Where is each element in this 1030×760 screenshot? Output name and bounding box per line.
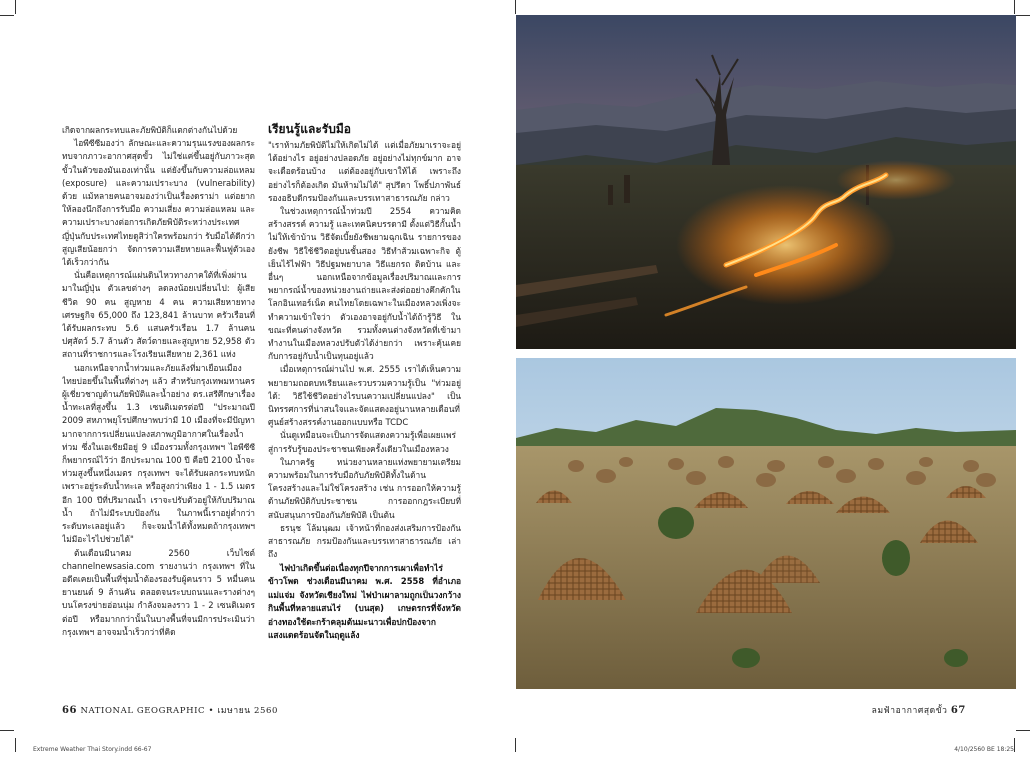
paragraph: ในช่วงเหตุการณ์น้ำท่วมปี 2554 ความคิดสร้างสรรค์ ความรู้ และเทคนิคบรรดามี ตั้งแต่วิธีกั้นน้ำไม่ให้เข้าบ้าน วิธีจัดเบี้ยยังชีพยามฉุกเฉิน รายการของยังชีพ วิธีใช้ชีวิตอยู่บนชั้นสอง วิธีทำส้วมเฉพาะกิจ ตู้เย็นไร้ไฟฟ้า วิธีปฐมพยาบาล วิธีแยกรถ ติดบ้าน และอื่นๆ นอกเหนือจากข้อมูลเรื่องปริมาณและการพยากรณ์น้ำของหน่วยงานถ่ายและส่งต่ออย่างคึกคักในโลกอินเทอร์เน็ต คนไทยโดยเฉพาะในเมืองหลวงเพิ่งจะทำความเข้าใจว่า ตัวเองอาจอยู่กับน้ำได้ถ้ารู้วิธี ในขณะที่คนต่างจังหวัด รวมทั้งคนต่างจังหวัดที่เข้ามาทำงานในเมืองหลวงปรับตัวได้ง่ายกว่า เพราะคุ้นเคยกับการอยู่กับน้ำเป็นทุนอยู่แล้ว: [268, 206, 461, 362]
page-number: 67: [950, 705, 966, 716]
folio-separator: •: [208, 706, 215, 716]
story-title: ลมฟ้าอากาศสุดขั้ว: [871, 706, 948, 716]
crop-mark: [1016, 15, 1030, 16]
body-column-2: [268, 122, 461, 700]
photo-caption: ไฟป่าเกิดขึ้นต่อเนื่องทุกปีจากการเผาเพื่อทำไร่ข้าวโพด ช่วงเดือนมีนาคม พ.ศ. 2558 ที่อำเภอแม่แจ่ม จังหวัดเชียงใหม่ ไฟป่าเผาลามถูกเป็นวงกว้างกินพื้นที่หลายแสนไร่ (บนสุด) เกษตรกรที่จังหวัดอ่างทองใช้ตะกร้าคลุมต้นมะนาวเพื่อปกป้องจากแสงแดดร้อนจัดในฤดูแล้ง: [268, 562, 461, 641]
paragraph: เมื่อเหตุการณ์ผ่านไป พ.ศ. 2555 เราได้เห็นความพยายามถอดบทเรียนและรวบรวมความรู้เป็น "ท่วมอยู่ ได้: วิธีใช้ชีวิตอย่างไรบนความเปลี่ยนแปลง" เป็นนิทรรศการที่น่าสนใจและจัดแสดงอยู่นานหลายเดือนที่ศูนย์สร้างสรรค์งานออกแบบหรือ TCDC: [268, 364, 461, 428]
paragraph: นั่นดูเหมือนจะเป็นการจัดแสดงความรู้เพื่อเผยแพร่สู่การรับรู้ของประชาชนเพียงครั้งเดียวในเมืองหลวง: [268, 430, 457, 454]
body-column-1: [62, 124, 255, 699]
basket-field-photo: [516, 358, 1016, 689]
folio-left: [62, 703, 278, 717]
paragraph: เกิดจากผลกระทบและภัยพิบัติก็แตกต่างกันไปด้วย: [62, 125, 238, 135]
paragraph: ธรนุช โล้มนุฒม เจ้าหน้าที่กองส่งเสริมการป้องกันสาธารณภัย กรมป้องกันและบรรเทาสาธารณภัย เล่าถึง: [268, 522, 461, 560]
crop-mark: [1016, 730, 1030, 731]
crop-mark: [15, 738, 16, 752]
forest-fire-photo: [516, 15, 1016, 349]
magazine-brand: NATIONAL GEOGRAPHIC: [80, 706, 206, 716]
crop-mark: [0, 15, 14, 16]
paragraph: นอกเหนือจากน้ำท่วมและภัยแล้งที่มาเยือนเมืองไทยบ่อยขึ้นในพื้นที่ต่างๆ แล้ว สำหรับกรุงเทพมหานคร ผู้เชี่ยวชาญด้านภัยพิบัติและน้ำอย่าง ดร.เสรีศึกษาเรื่องน้ำทะเลที่สูงขึ้น 1.3 เซนติเมตรต่อปี "ประมาณปี 2009 สหภาพยุโรปศึกษาพบว่ามี 10 เมืองที่จะมีปัญหามากจากการเปลี่ยนแปลงสภาพภูมิอากาศในเรื่องน้ำท่วม ซึ่งในเอเชียมีอยู่ 9 เมืองรวมทั้งกรุงเทพฯ ไอพีซีซีก็พยากรณ์ไว้ว่า อีกประมาณ 100 ปี คือปี 2100 น้ำจะท่วมสูงขึ้นหนึ่งเมตร กรุงเทพฯ จะได้รับผลกระทบหนักเพราะอยู่ระดับน้ำทะเล หรือสูงกว่าเพียง 1 - 1.5 เมตร อีก 100 ปีที่ปริมาณน้ำ เราจะปรับตัวอยู่ให้กับปริมาณน้ำ ถ้าไม่มีระบบป้องกัน ในภาพนี้เราอยู่ต่ำกว่าระดับทะเลอยู่แล้ว ก็จะจมน้ำได้ทั้งหมดถ้ากรุงเทพฯ ไม่มีอะไรไปช่วยได้": [62, 362, 255, 545]
paragraph: "เราห้ามภัยพิบัติไม่ให้เกิดไม่ได้ แต่เมื่อภัยมาเราจะอยู่ได้อย่างไร อยู่อย่างปลอดภัย อยู่อย่างไม่ทุกข์มาก อาจจะเดือดร้อนบ้าง แต่ต้องอยู่กับเขาให้ได้ เพราะถึงอย่างไรก็ต้องเกิด มันห้ามไม่ได้" สุปรีดา โพธิ์ปภาพันธ์ รองอธิบดีกรมป้องกันและบรรเทาสาธารณภัย กล่าว: [268, 140, 461, 203]
paragraph: ในภาครัฐ หน่วยงานหลายแห่งพยายามเตรียมความพร้อมในการรับมือกับภัยพิบัติทั้งในด้านโครงสร้างและไม่ใช่โครงสร้าง เช่น การออกให้ความรู้ด้านภัยพิบัติกับประชาชน การออกกฎระเบียบที่สนับสนุนการป้องกันภัยพิบัติ เป็นต้น: [268, 456, 461, 520]
crop-mark: [1014, 738, 1015, 752]
page-number: 66: [62, 705, 78, 716]
folio-right: [872, 703, 966, 717]
crop-mark: [515, 0, 516, 14]
indesign-slug-stamp: 4/10/2560 BE 18:25: [954, 746, 1014, 753]
crop-mark: [0, 730, 14, 731]
paragraph: นั่นคือเหตุการณ์แผ่นดินไหวทางภาคใต้ที่เพิ่งผ่านมาในญี่ปุ่น ตัวเลขต่างๆ ลดลงน้อยเปลี่ยนไป: ผู้เสียชีวิต 90 คน สูญหาย 4 คน ความเสียหายทางเศรษฐกิจ 65,000 ถึง 123,841 ล้านบาท ครัวเรือนที่ได้รับผลกระทบ 5.6 แสนครัวเรือน 1.7 ล้านคน ปศุสัตว์ 5.7 ล้านตัว สัตว์ตายและสูญหาย 52,958 ตัว สถานที่ราชการและโรงเรียนเสียหาย 2,361 แห่ง: [62, 270, 255, 360]
section-heading: เรียนรู้และรับมือ: [268, 122, 351, 136]
paragraph: ไอพีซีซีมองว่า ลักษณะและความรุนแรงของผลกระทบจากภาวะอากาศสุดขั้ว ไม่ใช่แค่ขึ้นอยู่กับภาวะสุดขั้วในตัวของมันเองเท่านั้น แต่ยังขึ้นกับความล่อแหลม (exposure) และความเปราะบาง (vulnerability) ด้วย แม้หลายคนอาจมองว่าเป็นเรื่องดราม่า แต่อยากให้ลองนึกถึงการรับมือ ความเสี่ยง ความล่อแหลม และความเปราะบางต่อการเกิดภัยพิบัติระหว่างประเทศญี่ปุ่นกับประเทศไทยดูสิว่าใครพร้อมกว่า รับมือได้ดีกว่า สูญเสียน้อยกว่า จัดการความเสียหายและฟื้นฟูตัวเองได้เร็วกว่ากัน: [62, 138, 255, 268]
crop-mark: [515, 738, 516, 752]
crop-mark: [15, 0, 16, 14]
paragraph: ต้นเดือนมีนาคม 2560 เว็บไซต์ channelnewsasia.com รายงานว่า กรุงเทพฯ ที่ในอดีตเคยเป็นพื้นที่ชุ่มน้ำต้องรองรับผู้คนราว 5 หมื่นคน ยานยนต์ 9 ล้านคัน ตลอดจนระบบถนนและรางต่างๆ บนโครงข่ายอ่อนนุ่ม กำลังจมลงราว 1 - 2 เซนติเมตรต่อปี หรือมากกว่านั้นในบางพื้นที่จนมีการประเมินว่า กรุงเทพฯ อาจจมน้ำเร็วกว่าที่คิด: [62, 547, 255, 637]
crop-mark: [1014, 0, 1015, 14]
indesign-slug-file: Extreme Weather Thai Story.indd 66-67: [33, 746, 152, 753]
issue-date: เมษายน 2560: [217, 706, 279, 716]
